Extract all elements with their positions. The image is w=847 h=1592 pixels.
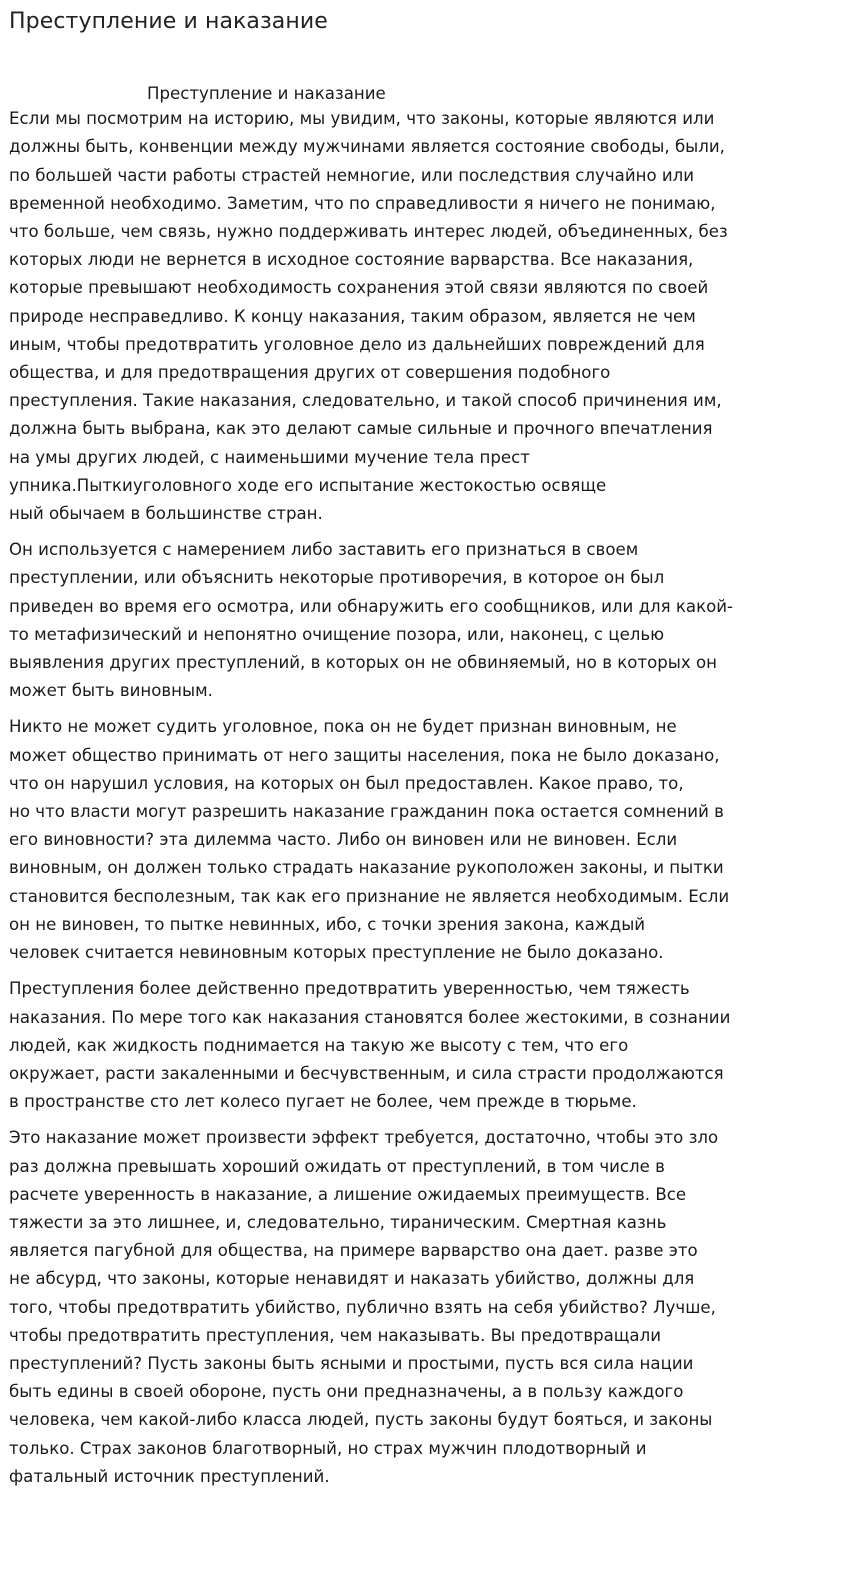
text-line: на умы других людей, с наименьшими мучение тела прест xyxy=(9,447,530,467)
text-line: окружает, расти закаленными и бесчувственным, и сила страсти продолжаются xyxy=(9,1063,724,1083)
text-line: Он используется с намерением либо заставить его признаться в своем xyxy=(9,540,639,560)
paragraph xyxy=(9,1124,839,1491)
article-body xyxy=(9,80,839,1491)
article-heading: Преступление и наказание xyxy=(147,84,386,103)
text-line: преступлений? Пусть законы быть ясными и простыми, пусть вся сила нации xyxy=(9,1353,694,1373)
text-line: становится бесполезным, так как его признание не является необходимым. Если xyxy=(9,886,730,906)
text-line: тяжести за это лишнее, и, следовательно, тираническим. Смертная казнь xyxy=(9,1212,667,1232)
text-line: наказания. По мере того как наказания становятся более жестокими, в сознании xyxy=(9,1007,731,1027)
text-line: чтобы предотвратить преступления, чем наказывать. Вы предотвращали xyxy=(9,1325,661,1345)
page-title: Преступление и наказание xyxy=(9,9,328,34)
text-line: Если мы посмотрим на историю, мы увидим, что законы, которые являются или xyxy=(9,109,715,129)
text-line: Никто не может судить уголовное, пока он не будет признан виновным, не xyxy=(9,717,677,737)
text-line: то метафизический и непонятно очищение позора, или, наконец, с целью xyxy=(9,624,665,644)
text-line: должны быть, конвенции между мужчинами является состояние свободы, были, xyxy=(9,137,725,157)
text-line: может быть виновным. xyxy=(9,681,213,701)
text-line: только. Страх законов благотворный, но страх мужчин плодотворный и xyxy=(9,1438,647,1458)
text-line: расчете уверенность в наказание, а лишение ожидаемых преимуществ. Все xyxy=(9,1184,687,1204)
text-line: которые превышают необходимость сохранения этой связи являются по своей xyxy=(9,278,709,298)
text-line: упника.Пыткиуголовного ходе его испытание жестокостью освяще xyxy=(9,475,607,495)
text-line: раз должна превышать хороший ожидать от преступлений, в том числе в xyxy=(9,1156,665,1176)
text-line: в пространстве сто лет колесо пугает не более, чем прежде в тюрьме. xyxy=(9,1092,637,1112)
text-line: общества, и для предотвращения других от совершения подобного xyxy=(9,363,611,383)
text-line: того, чтобы предотвратить убийство, публично взять на себя убийство? Лучше, xyxy=(9,1297,716,1317)
text-line: фатальный источник преступлений. xyxy=(9,1466,330,1486)
page xyxy=(0,8,847,1592)
text-line: он не виновен, то пытке невинных, ибо, с точки зрения закона, каждый xyxy=(9,914,646,934)
text-line: по большей части работы страстей немногие, или последствия случайно или xyxy=(9,165,695,185)
text-line: что больше, чем связь, нужно поддерживать интерес людей, объединенных, без xyxy=(9,222,728,242)
paragraph-list xyxy=(9,105,839,1491)
text-line: является пагубной для общества, на примере варварство она дает. разве это xyxy=(9,1241,698,1261)
paragraph xyxy=(9,105,839,528)
text-line: должна быть выбрана, как это делают самые сильные и прочного впечатления xyxy=(9,419,713,439)
paragraph xyxy=(9,975,839,1116)
text-line: людей, как жидкость поднимается на такую же высоту с тем, что его xyxy=(9,1035,629,1055)
text-line: преступления. Такие наказания, следовательно, и такой способ причинения им, xyxy=(9,391,722,411)
paragraph xyxy=(9,713,839,967)
text-line: временной необходимо. Заметим, что по справедливости я ничего не понимаю, xyxy=(9,193,716,213)
text-line: но что власти могут разрешить наказание гражданин пока остается сомнений в xyxy=(9,802,724,822)
text-line: природе несправедливо. К концу наказания, таким образом, является не чем xyxy=(9,306,696,326)
text-line: не абсурд, что законы, которые ненавидят и наказать убийство, должны для xyxy=(9,1269,695,1289)
text-line: может общество принимать от него защиты населения, пока не было доказано, xyxy=(9,745,720,765)
text-line: преступлении, или объяснить некоторые противоречия, в которое он был xyxy=(9,568,665,588)
text-line: которых люди не вернется в исходное состояние варварства. Все наказания, xyxy=(9,250,694,270)
paragraph xyxy=(9,536,839,705)
text-line: Это наказание может произвести эффект требуется, достаточно, чтобы это зло xyxy=(9,1128,719,1148)
text-line: его виновности? эта дилемма часто. Либо он виновен или не виновен. Если xyxy=(9,830,678,850)
text-line: иным, чтобы предотвратить уголовное дело из дальнейших повреждений для xyxy=(9,334,705,354)
text-line: Преступления более действенно предотвратить уверенностью, чем тяжесть xyxy=(9,979,690,999)
text-line: человек считается невиновным которых преступление не было доказано. xyxy=(9,943,664,963)
text-line: быть едины в своей обороне, пусть они предназначены, а в пользу каждого xyxy=(9,1382,684,1402)
text-line: ный обычаем в большинстве стран. xyxy=(9,504,323,524)
text-line: что он нарушил условия, на которых он был предоставлен. Какое право, то, xyxy=(9,773,684,793)
text-line: выявления других преступлений, в которых он не обвиняемый, но в которых он xyxy=(9,653,717,673)
text-line: приведен во время его осмотра, или обнаружить его сообщников, или для какой- xyxy=(9,596,734,616)
text-line: человека, чем какой-либо класса людей, пусть законы будут бояться, и законы xyxy=(9,1410,713,1430)
text-line: виновным, он должен только страдать наказание рукоположен законы, и пытки xyxy=(9,858,724,878)
